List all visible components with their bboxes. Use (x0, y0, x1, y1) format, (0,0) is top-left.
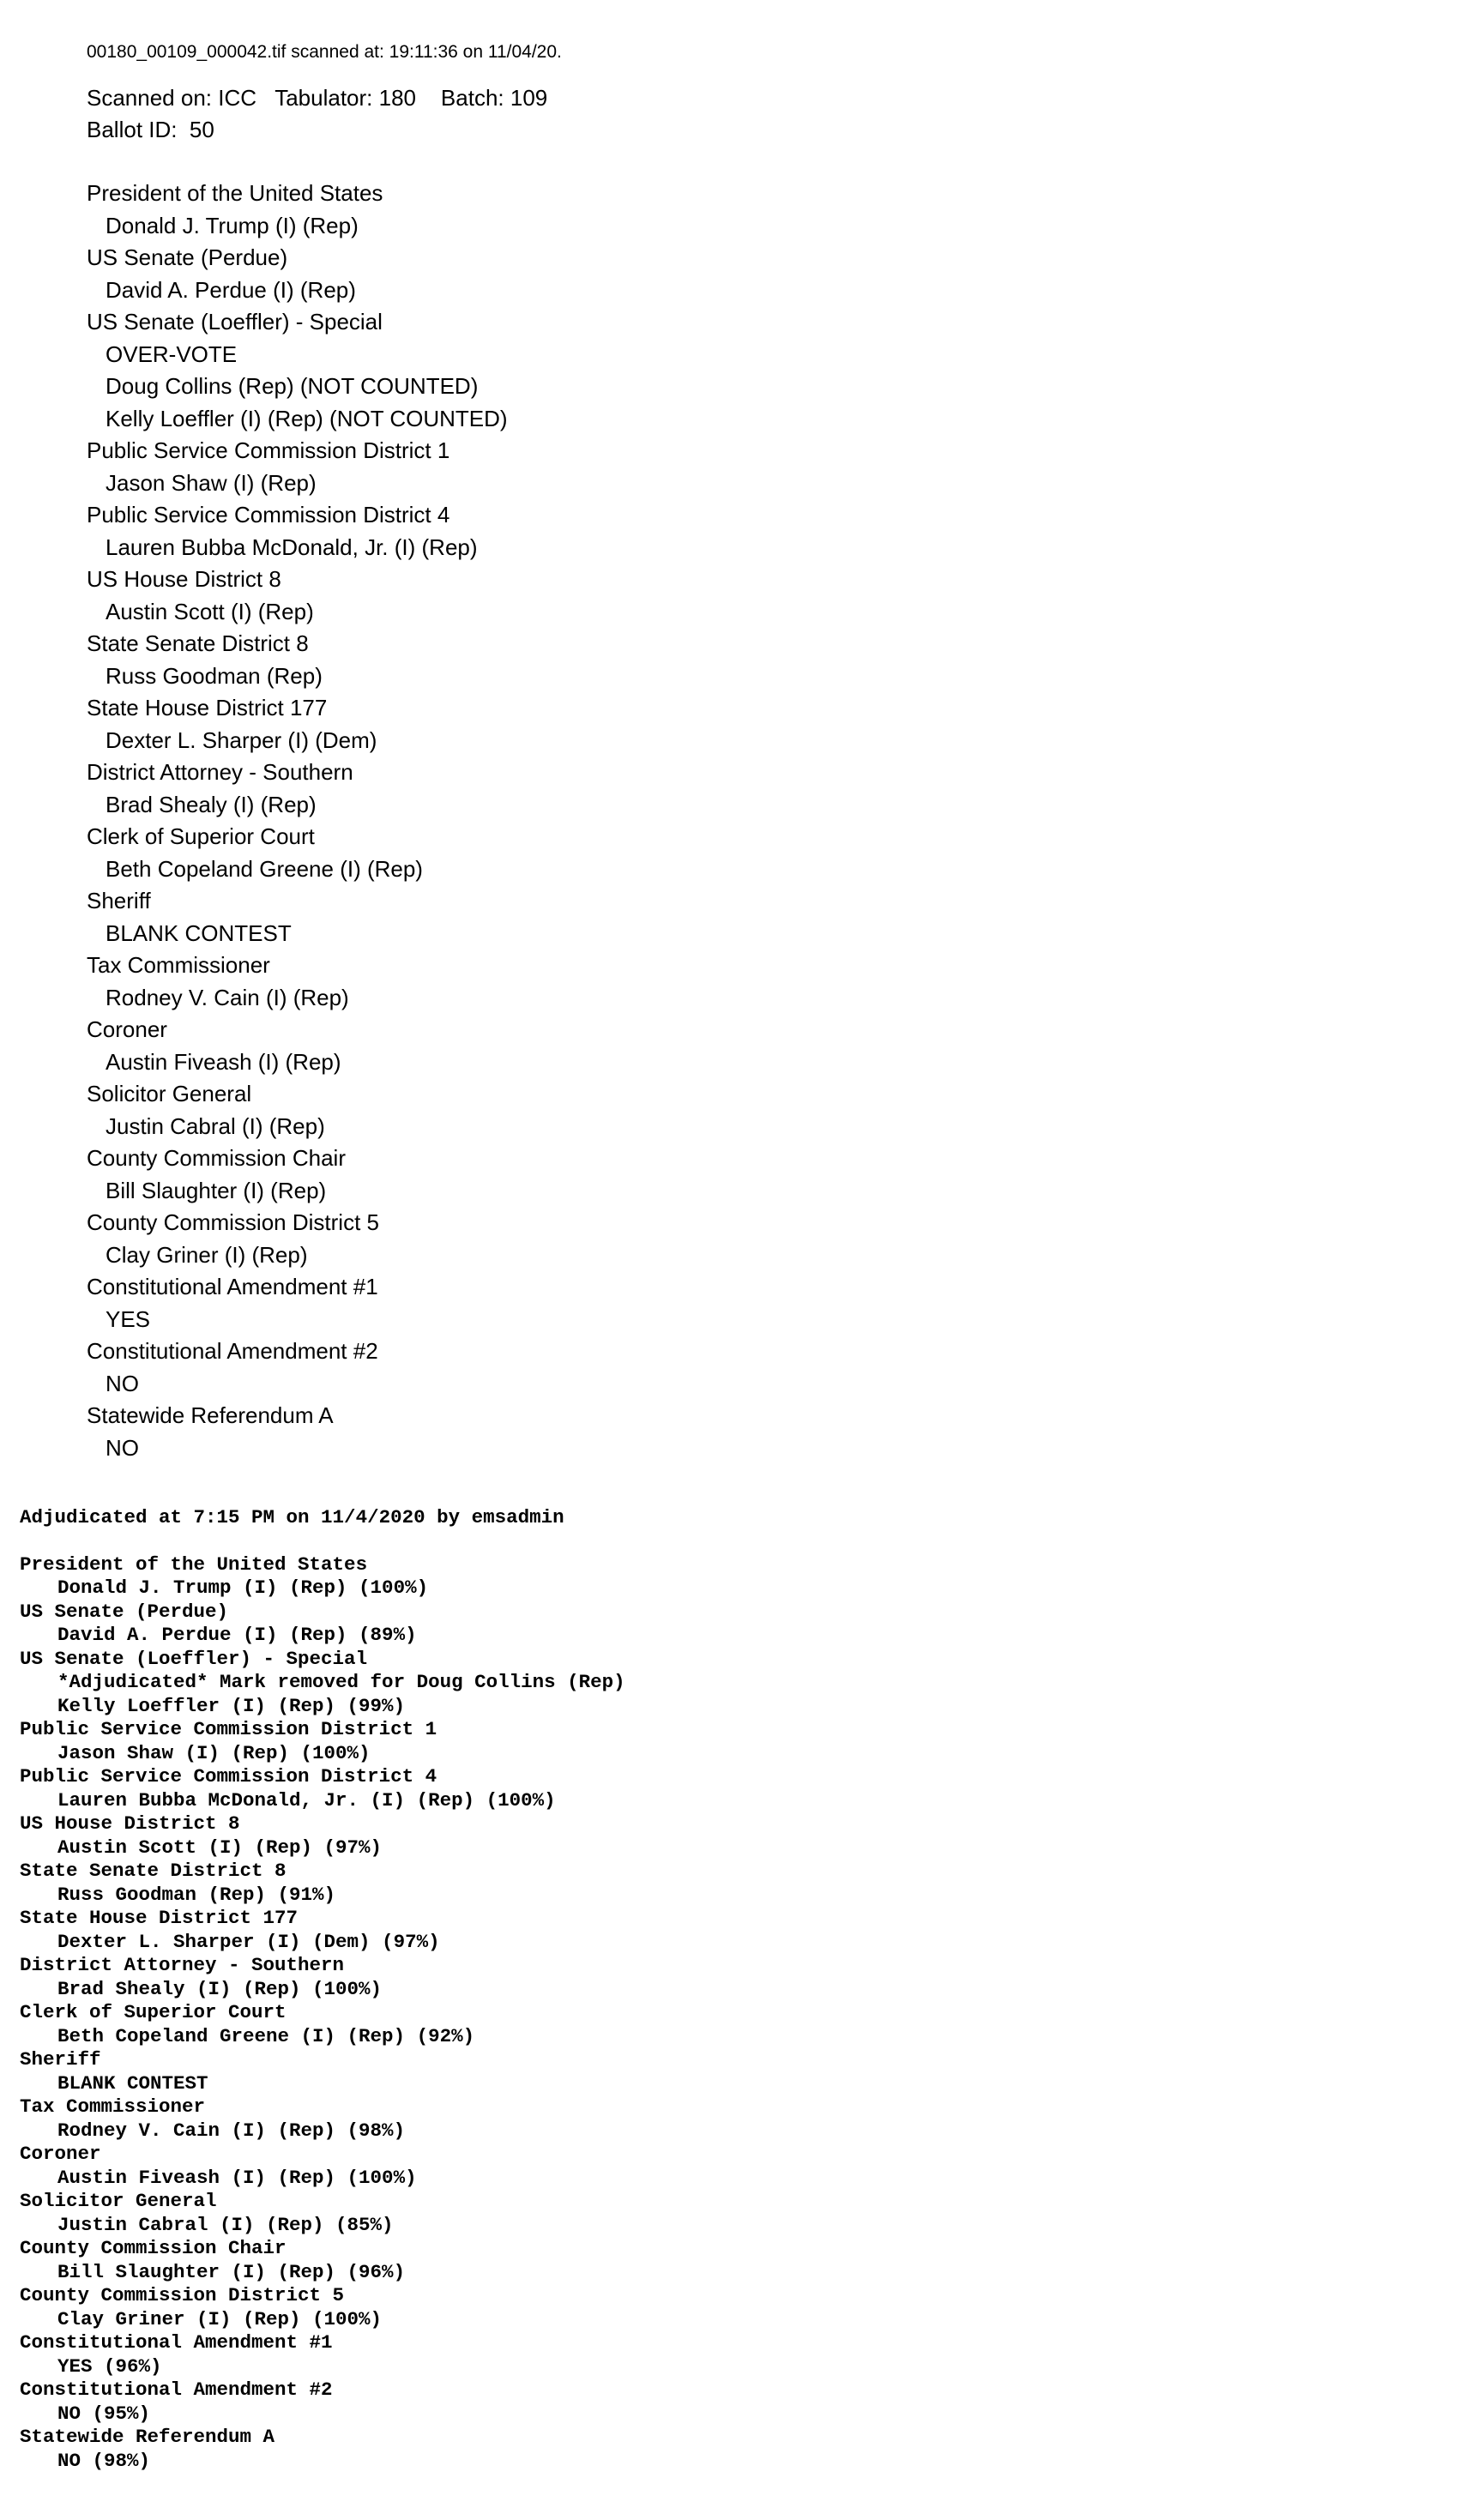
scan-contest-choice: NO (106, 1434, 139, 1461)
scan-contest-choice: Russ Goodman (Rep) (106, 662, 323, 689)
scan-contest-choice: Dexter L. Sharper (I) (Dem) (106, 726, 377, 753)
adjudication-contest-choice: BLANK CONTEST (57, 2071, 208, 2095)
scan-contest-name: State House District 177 (87, 695, 328, 720)
adjudication-contest-choice: Justin Cabral (I) (Rep) (85%) (57, 2213, 394, 2236)
scan-contest-name: Coroner (87, 1016, 167, 1042)
adjudication-contest-name: Sheriff (20, 2048, 101, 2071)
adjudication-contest-choice: Donald J. Trump (I) (Rep) (100%) (57, 1577, 429, 1599)
adjudication-contest-choice: Kelly Loeffler (I) (Rep) (99%) (57, 1694, 406, 1717)
adjudication-contest-name: US House District 8 (20, 1812, 240, 1835)
adjudication-contest-name: Clerk of Superior Court (20, 2001, 287, 2023)
adjudication-contest-name: District Attorney - Southern (20, 1954, 345, 1976)
scan-contest-choice: BLANK CONTEST (106, 919, 292, 946)
adjudication-contest-name: State Senate District 8 (20, 1860, 287, 1882)
scan-contest-name: Clerk of Superior Court (87, 823, 315, 849)
scan-contest-choice: David A. Perdue (I) (Rep) (106, 276, 356, 303)
scan-contest-list (87, 178, 562, 1464)
adjudication-contest-name: Solicitor General (20, 2190, 217, 2212)
adjudication-contest-name: Statewide Referendum A (20, 2426, 275, 2448)
scan-contest-name: Public Service Commission District 4 (87, 502, 450, 528)
scan-contest-choice: Clay Griner (I) (Rep) (106, 1241, 308, 1268)
adjudication-contest-choice: *Adjudicated* Mark removed for Doug Collins (Rep) (57, 1671, 625, 1693)
adjudication-contest-name: County Commission Chair (20, 2237, 287, 2259)
adjudication-contest-name: State House District 177 (20, 1907, 299, 1929)
adjudication-contest-choice: Dexter L. Sharper (I) (Dem) (97%) (57, 1930, 440, 1953)
adjudication-contest-choice: Brad Shealy (I) (Rep) (100%) (57, 1977, 383, 2000)
scan-contest-choice: Justin Cabral (I) (Rep) (106, 1112, 325, 1139)
scan-contest-name: Constitutional Amendment #2 (87, 1338, 378, 1364)
adjudication-contest-name: President of the United States (20, 1552, 368, 1576)
scan-contest-name: State Senate District 8 (87, 630, 309, 656)
scan-record (87, 39, 562, 1464)
adjudication-contest-choice: Jason Shaw (I) (Rep) (100%) (57, 1741, 371, 1764)
adjudication-contest-name: US Senate (Loeffler) - Special (20, 1647, 368, 1670)
adjudication-contest-name: Tax Commissioner (20, 2095, 206, 2118)
adjudication-contest-list (20, 1553, 625, 2474)
adjudication-contest-choice: David A. Perdue (I) (Rep) (89%) (57, 1624, 417, 1646)
ballot-id-label: Ballot ID: 50 (87, 117, 214, 142)
scan-contest-choice: NO (106, 1370, 139, 1396)
adjudication-contest-choice: Austin Scott (I) (Rep) (97%) (57, 1836, 383, 1859)
scan-contest-name: US Senate (Loeffler) - Special (87, 309, 383, 335)
scan-contest-name: Constitutional Amendment #1 (87, 1274, 378, 1299)
adjudication-contest-choice: Beth Copeland Greene (I) (Rep) (92%) (57, 2024, 475, 2047)
adjudication-contest-choice: Rodney V. Cain (I) (Rep) (98%) (57, 2119, 406, 2142)
scan-contest-name: Tax Commissioner (87, 952, 270, 978)
adjudication-contest-choice: NO (95%) (57, 2402, 151, 2425)
scan-contest-choice: Beth Copeland Greene (I) (Rep) (106, 855, 423, 882)
adjudication-contest-choice: Lauren Bubba McDonald, Jr. (I) (Rep) (100%) (57, 1788, 556, 1812)
adjudication-header: Adjudicated at 7:15 PM on 11/4/2020 by emsadmin (20, 1506, 564, 1528)
scan-contest-name: County Commission District 5 (87, 1209, 379, 1235)
scan-contest-choice: Austin Scott (I) (Rep) (106, 598, 314, 624)
adjudication-contest-choice: YES (96%) (57, 2354, 162, 2378)
scan-contest-choice: Bill Slaughter (I) (Rep) (106, 1177, 327, 1203)
scan-contest-choice: YES (106, 1305, 151, 1332)
adjudication-contest-name: County Commission District 5 (20, 2284, 345, 2306)
adjudication-contest-name: Public Service Commission District 4 (20, 1765, 437, 1788)
adjudication-contest-name: Coroner (20, 2143, 101, 2165)
adjudication-contest-choice: Russ Goodman (Rep) (91%) (57, 1883, 336, 1906)
scan-file-header: 00180_00109_000042.tif scanned at: 19:11:36 on 11/04/20. (87, 42, 562, 62)
scan-contest-name: District Attorney - Southern (87, 759, 353, 785)
scan-contest-name: US House District 8 (87, 566, 281, 592)
adjudication-contest-name: US Senate (Perdue) (20, 1600, 229, 1623)
adjudication-contest-name: Public Service Commission District 1 (20, 1718, 437, 1740)
adjudication-contest-name: Constitutional Amendment #1 (20, 2331, 333, 2354)
scan-contest-name: President of the United States (87, 180, 383, 206)
adjudication-contest-name: Constitutional Amendment #2 (20, 2378, 333, 2401)
scan-contest-choice: OVER-VOTE (106, 341, 238, 367)
scan-contest-name: County Commission Chair (87, 1145, 346, 1171)
scan-contest-choice: Doug Collins (Rep) (NOT COUNTED) (106, 373, 479, 399)
scan-contest-choice: Austin Fiveash (I) (Rep) (106, 1048, 341, 1075)
adjudication-contest-choice: Bill Slaughter (I) (Rep) (96%) (57, 2260, 406, 2283)
batch-label: Batch: 109 (440, 85, 548, 111)
adjudication-contest-choice: NO (98%) (57, 2449, 151, 2472)
scan-contest-choice: Donald J. Trump (I) (Rep) (106, 212, 359, 238)
scan-contest-name: Sheriff (87, 888, 151, 913)
scan-contest-name: US Senate (Perdue) (87, 244, 288, 270)
scan-contest-choice: Jason Shaw (I) (Rep) (106, 469, 317, 496)
scan-contest-choice: Lauren Bubba McDonald, Jr. (I) (Rep) (106, 534, 478, 560)
tabulator-label: Tabulator: 180 (274, 85, 417, 111)
scan-contest-choice: Brad Shealy (I) (Rep) (106, 791, 317, 817)
scan-contest-name: Solicitor General (87, 1081, 252, 1106)
scan-contest-name: Public Service Commission District 1 (87, 437, 450, 463)
adjudication-contest-choice: Clay Griner (I) (Rep) (100%) (57, 2307, 383, 2330)
scan-contest-choice: Kelly Loeffler (I) (Rep) (NOT COUNTED) (106, 405, 508, 431)
scan-meta-line (87, 82, 562, 114)
adjudication-contest-choice: Austin Fiveash (I) (Rep) (100%) (57, 2166, 417, 2189)
adjudication-record (20, 1506, 625, 2473)
scan-contest-name: Statewide Referendum A (87, 1402, 334, 1428)
scan-meta (87, 82, 562, 146)
scanned-on-label: Scanned on: ICC (87, 85, 257, 111)
scan-contest-choice: Rodney V. Cain (I) (Rep) (106, 984, 349, 1010)
